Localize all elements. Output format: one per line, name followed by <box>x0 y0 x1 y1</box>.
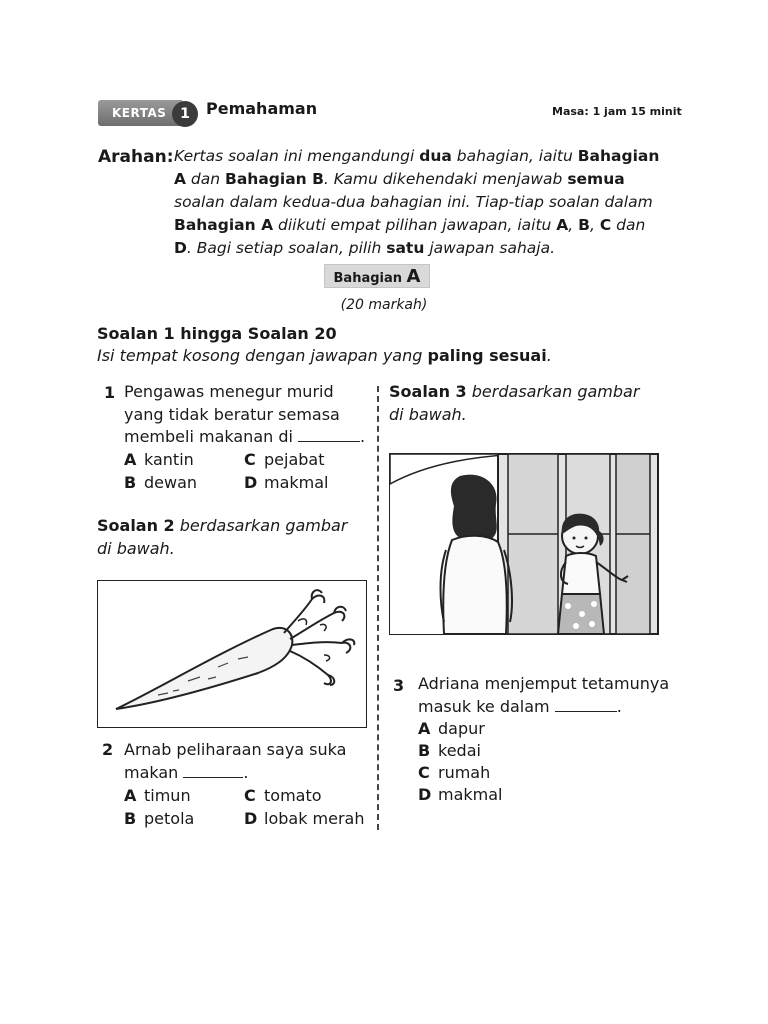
question-3-option-d[interactable]: D makmal <box>418 785 503 804</box>
question-3-number: 3 <box>393 676 405 695</box>
question-2-option-a[interactable]: A timun <box>124 786 191 805</box>
door-scene-image <box>389 453 659 635</box>
kertas-badge <box>98 100 182 126</box>
carrot-illustration <box>98 581 366 727</box>
question-1-option-d[interactable]: D makmal <box>244 473 329 492</box>
question-1-option-c[interactable]: C pejabat <box>244 450 325 469</box>
questions-heading: Soalan 1 hingga Soalan 20 <box>97 324 337 343</box>
instructions-text: Kertas soalan ini mengandungi dua bahagian, iaitu Bahagian A dan Bahagian B. Kamu dikehendaki menjawab semua soalan dalam kedua-dua bahagian ini. Tiap-tiap soalan dalam Bahagian A diikuti empat pilihan jawapan, iaitu A, B, C dan D. Bagi setiap soalan, pilih satu jawapan sahaja. <box>174 147 660 257</box>
carrot-image <box>97 580 367 728</box>
questions-instruction: Isi tempat kosong dengan jawapan yang paling sesuai. <box>97 346 552 365</box>
page-title: Pemahaman <box>206 99 318 118</box>
question-2-option-b[interactable]: B petola <box>124 809 195 828</box>
question-3-option-b[interactable]: B kedai <box>418 741 481 760</box>
kertas-label: KERTAS <box>112 106 167 120</box>
question-1-option-b[interactable]: B dewan <box>124 473 198 492</box>
question-2-number: 2 <box>102 740 114 759</box>
door-scene-illustration <box>390 454 658 634</box>
question-1-number: 1 <box>104 383 116 402</box>
question-2-reference: Soalan 2 berdasarkan gambar di bawah. <box>97 516 348 558</box>
kertas-number: 1 <box>172 101 198 127</box>
question-3-text: Adriana menjemput tetamunya masuk ke dalam . <box>418 674 670 716</box>
question-1-option-a[interactable]: A kantin <box>124 450 194 469</box>
time-allowed: Masa: 1 jam 15 minit <box>552 105 682 118</box>
section-marks: (20 markah) <box>340 297 428 313</box>
question-3-option-a[interactable]: A dapur <box>418 719 485 738</box>
question-1-text: Pengawas menegur murid yang tidak beratur semasa membeli makanan di . <box>124 382 366 446</box>
question-3-option-c[interactable]: C rumah <box>418 763 491 782</box>
column-divider <box>377 386 379 830</box>
section-badge: Bahagian A <box>324 264 430 288</box>
question-2-option-c[interactable]: C tomato <box>244 786 322 805</box>
question-3-reference: Soalan 3 berdasarkan gambar di bawah. <box>389 382 640 424</box>
question-2-text: Arnab peliharaan saya suka makan . <box>124 740 347 782</box>
instructions-label: Arahan: <box>98 147 174 167</box>
question-2-option-d[interactable]: D lobak merah <box>244 809 365 828</box>
